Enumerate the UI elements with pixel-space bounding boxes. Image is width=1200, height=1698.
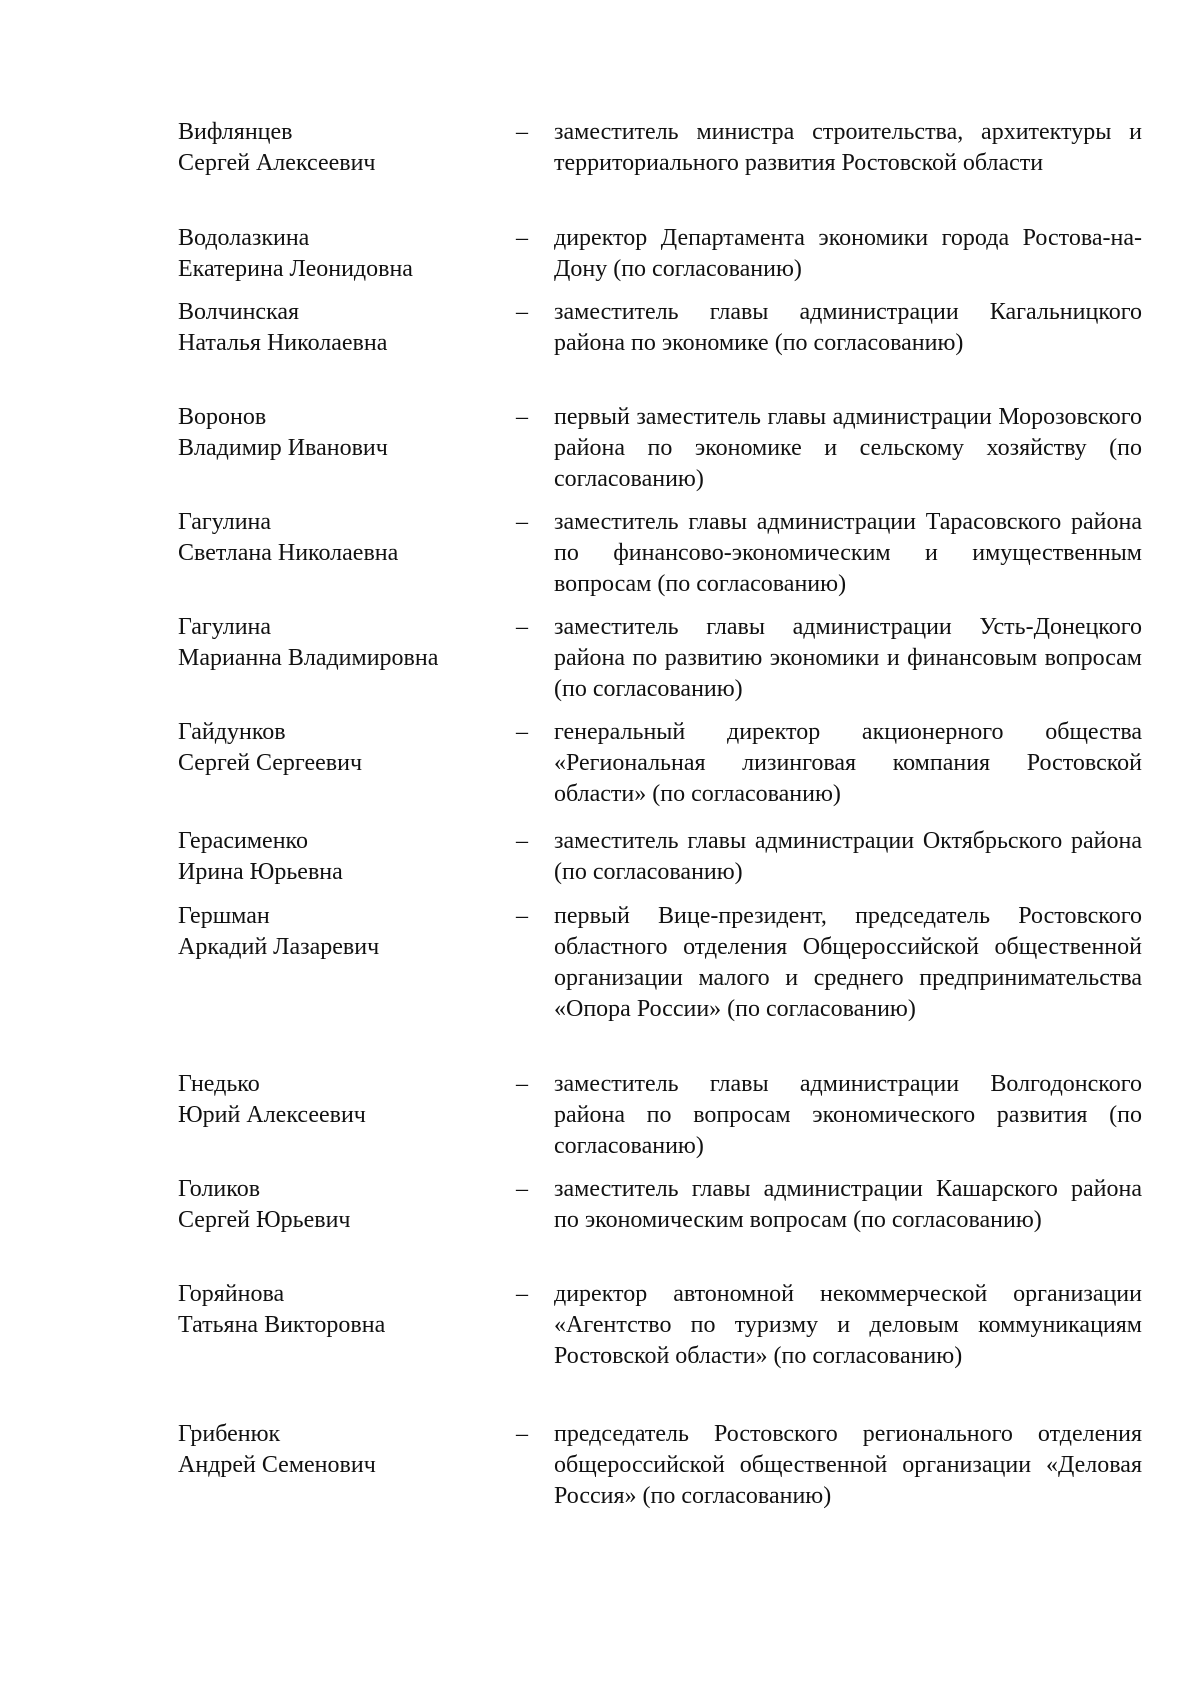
surname: Горяйнова [178,1281,285,1307]
position-description: директор Департамента экономики города Ростова-на-Дону (по согласованию) [554,225,1142,282]
dash-separator: – [516,1071,528,1097]
dash-separator: – [516,828,528,854]
given-names: Ирина Юрьевна [178,859,343,885]
position-description: первый Вице-президент, председатель Ростовского областного отделения Общероссийской общественной организации малого и среднего предпринимательства «Опора России» (по согласованию) [554,903,1142,1022]
dash-separator: – [516,509,528,535]
position-description: директор автономной некоммерческой организации «Агентство по туризму и деловым коммуникациям Ростовской области» (по согласованию) [554,1281,1142,1369]
given-names: Марианна Владимировна [178,645,439,671]
given-names: Татьяна Викторовна [178,1312,386,1338]
position-description: первый заместитель главы администрации Морозовского района по экономике и сельскому хозяйству (по согласованию) [554,404,1142,492]
surname: Гагулина [178,509,272,535]
surname: Голиков [178,1176,261,1202]
given-names: Сергей Алексеевич [178,150,376,176]
given-names: Аркадий Лазаревич [178,934,380,960]
person-name [178,117,508,179]
given-names: Андрей Семенович [178,1452,376,1478]
given-names: Юрий Алексеевич [178,1102,366,1128]
dash-separator: – [516,1176,528,1202]
person-name [178,612,508,674]
dash-separator: – [516,119,528,145]
position-description: заместитель главы администрации Октябрьского района (по согласованию) [554,828,1142,885]
surname: Гагулина [178,614,272,640]
position-description: заместитель главы администрации Кашарского района по экономическим вопросам (по согласованию) [554,1176,1142,1233]
surname: Герасименко [178,828,308,854]
given-names: Екатерина Леонидовна [178,256,413,282]
position-description: заместитель главы администрации Волгодонского района по вопросам экономического развития (по согласованию) [554,1071,1142,1159]
given-names: Светлана Николаевна [178,540,399,566]
surname: Воронов [178,404,267,430]
dash-separator: – [516,719,528,745]
dash-separator: – [516,614,528,640]
surname: Грибенюк [178,1421,281,1447]
person-name [178,223,508,285]
surname: Гнедько [178,1071,260,1097]
person-name [178,297,508,359]
given-names: Владимир Иванович [178,435,388,461]
person-name [178,901,508,963]
dash-separator: – [516,1281,528,1307]
person-name [178,1279,508,1341]
dash-separator: – [516,299,528,325]
given-names: Наталья Николаевна [178,330,388,356]
position-description: заместитель министра строительства, архитектуры и территориального развития Ростовской области [554,119,1142,176]
position-description: заместитель главы администрации Тарасовского района по финансово-экономическим и имущественным вопросам (по согласованию) [554,509,1142,597]
given-names: Сергей Сергеевич [178,750,363,776]
person-name [178,402,508,464]
person-name [178,1174,508,1236]
person-name [178,1419,508,1481]
position-description: председатель Ростовского регионального отделения общероссийской общественной организации «Деловая Россия» (по согласованию) [554,1421,1142,1509]
dash-separator: – [516,225,528,251]
dash-separator: – [516,903,528,929]
surname: Водолазкина [178,225,310,251]
position-description: генеральный директор акционерного общества «Региональная лизинговая компания Ростовской области» (по согласованию) [554,719,1142,807]
person-name [178,826,508,888]
position-description: заместитель главы администрации Усть-Донецкого района по развитию экономики и финансовым вопросам (по согласованию) [554,614,1142,702]
surname: Вифлянцев [178,119,293,145]
surname: Волчинская [178,299,300,325]
given-names: Сергей Юрьевич [178,1207,351,1233]
position-description: заместитель главы администрации Кагальницкого района по экономике (по согласованию) [554,299,1142,356]
person-name [178,1069,508,1131]
surname: Гершман [178,903,270,929]
person-name [178,717,508,779]
surname: Гайдунков [178,719,286,745]
person-name [178,507,508,569]
dash-separator: – [516,404,528,430]
dash-separator: – [516,1421,528,1447]
